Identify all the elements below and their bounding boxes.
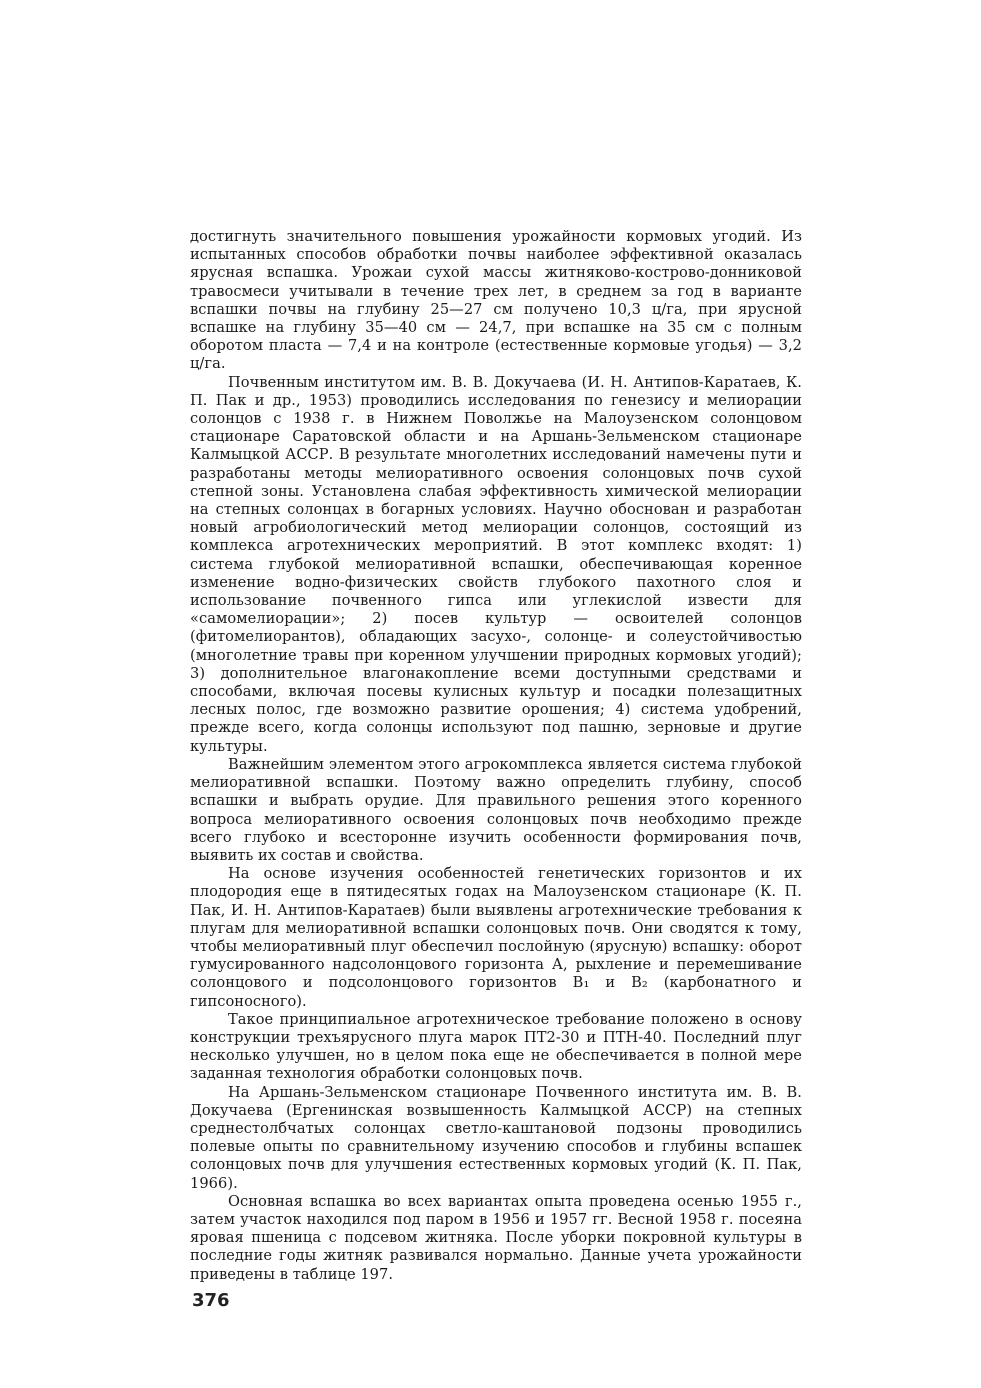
paragraph-7: Основная вспашка во всех вариантах опыта проведена осенью 1955 г., затем участок находился под паром в 1956 и 1957 гг. Весной 1958 г. посеяна яровая пшеница с подсевом житняка. После уборки покровной культуры в последние годы житняк развивался нормально. Данные учета урожайности приведены в таблице 197. bbox=[190, 1192, 802, 1283]
paragraph-2: Почвенным институтом им. В. В. Докучаева (И. Н. Антипов-Каратаев, К. П. Пак и др., 1953) проводились исследования по генезису и мелиорации солонцов с 1938 г. в Нижнем Поволжье на Малоузенском солонцовом стационаре Саратовской области и на Аршань-Зельменском стационаре Калмыцкой АССР. В результате многолетних исследований намечены пути и разработаны методы мелиоративного освоения солонцовых почв сухой степной зоны. Установлена слабая эффективность химической мелиорации на степных солонцах в богарных условиях. Научно обоснован и разработан новый агробиологический метод мелиорации солонцов, состоящий из комплекса агротехнических мероприятий. В этот комплекс входят: 1) система глубокой мелиоративной вспашки, обеспечивающая коренное изменение водно-физических свойств глубокого пахотного слоя и использование почвенного гипса или углекислой извести для «самомелиорации»; 2) посев культур — освоителей солонцов (фитомелиорантов), обладающих засухо-, солонце- и солеустойчивостью (многолетние травы при коренном улучшении природных кормовых угодий); 3) дополнительное влагонакопление всеми доступными средствами и способами, включая посевы кулисных культур и посадки полезащитных лесных полос, где возможно развитие орошения; 4) система удобрений, прежде всего, когда солонцы используют под пашню, зерновые и другие культуры. bbox=[190, 373, 802, 755]
paragraph-4: На основе изучения особенностей генетических горизонтов и их плодородия еще в пятидесятых годах на Малоузенском стационаре (К. П. Пак, И. Н. Антипов-Каратаев) были выявлены агротехнические требования к плугам для мелиоративной вспашки солонцовых почв. Они сводятся к тому, чтобы мелиоративный плуг обеспечил послойную (ярусную) вспашку: оборот гумусированного надсолонцового горизонта А, рыхление и перемешивание солонцового и подсолонцового горизонтов В₁ и В₂ (карбонатного и гипсоносного). bbox=[190, 865, 802, 1010]
paragraph-6: На Аршань-Зельменском стационаре Почвенного института им. В. В. Докучаева (Ергенинская возвышенность Калмыцкой АССР) на степных среднестолбчатых солонцах светло-каштановой подзоны проводились полевые опыты по сравнительному изучению способов и глубины вспашек солонцовых почв для улучшения естественных кормовых угодий (К. П. Пак, 1966). bbox=[190, 1083, 802, 1192]
page-body bbox=[190, 228, 802, 1284]
paragraph-1: достигнуть значительного повышения урожайности кормовых угодий. Из испытанных способов обработки почвы наиболее эффективной оказалась ярусная вспашка. Урожаи сухой массы житняково-кострово-донниковой травосмеси учитывали в течение трех лет, в среднем за год в варианте вспашки почвы на глубину 25—27 см получено 10,3 ц/га, при ярусной вспашке на глубину 35—40 см — 24,7, при вспашке на 35 см с полным оборотом пласта — 7,4 и на контроле (естественные кормовые угодья) — 3,2 ц/га. bbox=[190, 228, 802, 373]
paragraph-3: Важнейшим элементом этого агрокомплекса является система глубокой мелиоративной вспашки. Поэтому важно определить глубину, способ вспашки и выбрать орудие. Для правильного решения этого коренного вопроса мелиоративного освоения солонцовых почв необходимо прежде всего глубоко и всесторонне изучить особенности формирования почв, выявить их состав и свойства. bbox=[190, 755, 802, 864]
paragraph-5: Такое принципиальное агротехническое требование положено в основу конструкции трехъярусного плуга марок ПТ2-30 и ПТН-40. Последний плуг несколько улучшен, но в целом пока еще не обеспечивается в полной мере заданная технология обработки солонцовых почв. bbox=[190, 1010, 802, 1083]
page-number: 376 bbox=[192, 1290, 230, 1311]
